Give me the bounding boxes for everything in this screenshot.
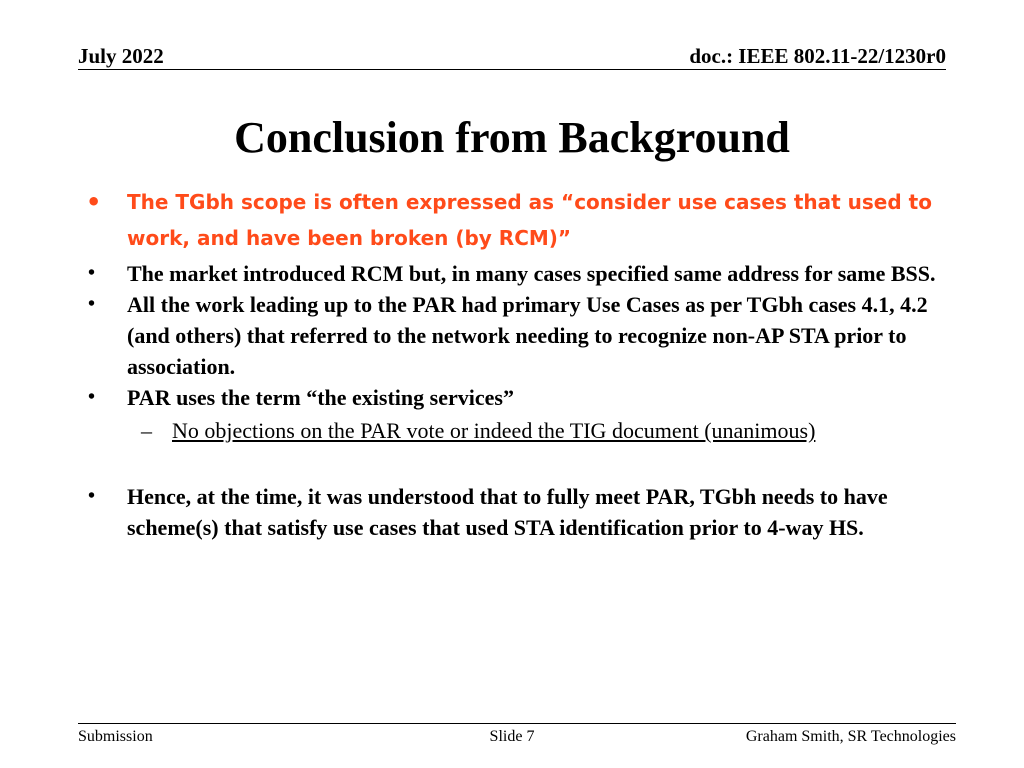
footer-submission: Submission [78,728,153,745]
bullet-marker: • [88,485,96,507]
bullet-lead-text: The TGbh scope is often expressed as “consider use cases that used to work, and have been broken (by RCM)” [127,190,932,250]
bullet-conclusion [84,481,944,543]
header-doc-id: doc.: IEEE 802.11-22/1230r0 [689,44,946,68]
footer-divider [78,723,956,724]
sub-bullet-no-objections [84,413,944,449]
bullet-lead [84,184,944,256]
sub-bullet-text: No objections on the PAR vote or indeed the TIG document (unanimous) [172,418,816,443]
bullet-marker: • [86,188,102,216]
footer-slide-number: Slide 7 [489,728,535,745]
bullet-marker: • [88,293,96,315]
header-date: July 2022 [78,44,164,68]
slide-title: Conclusion from Background [234,113,790,162]
bullet-par-work [84,289,944,382]
bullet-text: PAR uses the term “the existing services” [127,385,514,410]
bullet-marker: • [88,386,96,408]
bullet-text: Hence, at the time, it was understood that to fully meet PAR, TGbh needs to have scheme(s) that satisfy use cases that used STA identification prior to 4-way HS. [127,484,888,540]
bullet-list [84,184,944,543]
bullet-existing-services [84,382,944,413]
footer-author: Graham Smith, SR Technologies [745,728,956,745]
sub-bullet-dash: – [141,418,152,443]
header-divider [78,69,946,70]
bullet-text: All the work leading up to the PAR had primary Use Cases as per TGbh cases 4.1, 4.2 (and others) that referred to the network needing to recognize non-AP STA prior to association. [127,292,928,379]
bullet-text: The market introduced RCM but, in many cases specified same address for same BSS. [127,261,936,286]
bullet-market-rcm [84,258,944,289]
bullet-marker: • [88,262,96,284]
